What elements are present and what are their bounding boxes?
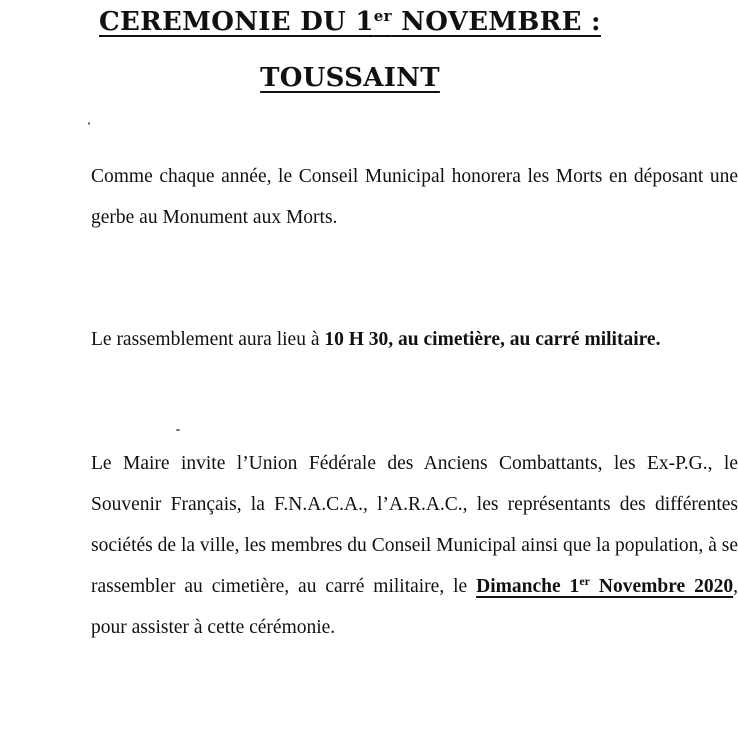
meeting-time-location: 10 H 30, au cimetière, au carré militaire. <box>324 329 661 350</box>
title-line-1 <box>99 7 601 37</box>
scan-speck <box>176 429 180 431</box>
paragraph-1 <box>17 156 738 238</box>
paragraph-3-text: Le Maire invite l’Union Fédérale des Anciens Combattants, les Ex-P.G., le Souvenir Français, la F.N.A.C.A., l’A.R.A.C., les représentants des différentes sociétés de la ville, les membres du Conseil Municipal ainsi que la population, à se rassembler au cimetière, au carré militaire, le <box>91 453 738 597</box>
event-date-prefix: Dimanche 1 <box>476 576 580 597</box>
scan-speck <box>88 122 90 125</box>
paragraph-1-text: Comme chaque année, le Conseil Municipal honorera les Morts en déposant une gerbe au Monument aux Morts. <box>91 166 738 228</box>
paragraph-3-ending: , pour assister à cette cérémonie. <box>91 576 738 638</box>
paragraph-2 <box>17 319 738 360</box>
title-line-2: TOUSSAINT <box>260 63 440 93</box>
event-date-superscript: er <box>579 574 590 588</box>
title-line-1-prefix: CEREMONIE DU 1 <box>99 7 374 37</box>
document-title <box>0 2 700 42</box>
document-subtitle <box>0 58 700 98</box>
title-line-1-suffix: NOVEMBRE : <box>391 7 601 37</box>
event-date <box>476 576 733 597</box>
title-superscript: er <box>373 7 392 25</box>
event-date-suffix: Novembre 2020 <box>589 576 734 597</box>
paragraph-2-text: Le rassemblement aura lieu à <box>91 329 325 350</box>
paragraph-3 <box>17 443 738 648</box>
